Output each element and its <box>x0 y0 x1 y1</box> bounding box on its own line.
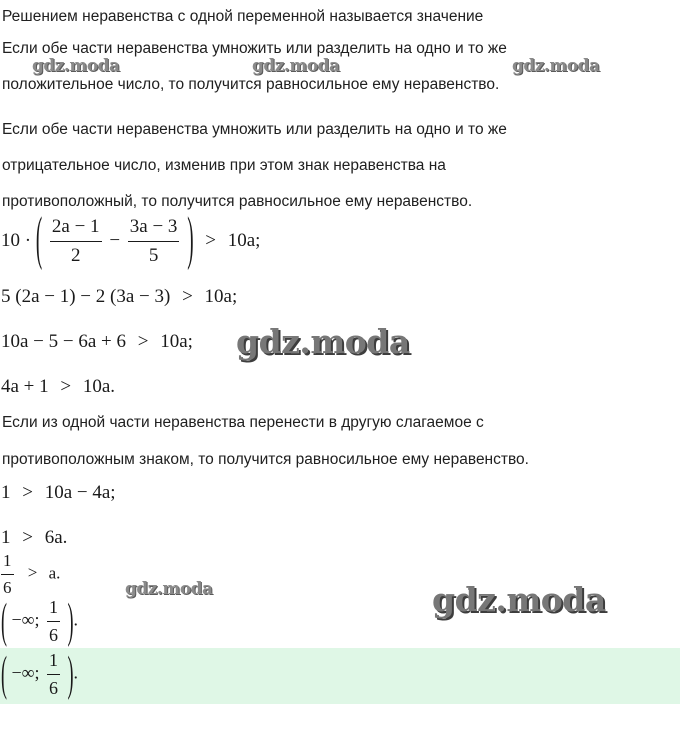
answer-right-paren: ) <box>67 646 74 701</box>
watermark: gdz.moda <box>32 56 120 76</box>
eq7-fraction <box>1 551 14 598</box>
answer-fraction <box>47 650 60 699</box>
right-paren: ) <box>187 207 194 273</box>
answer-end: . <box>73 662 78 683</box>
eq6-lhs: 1 <box>1 527 11 548</box>
equation-4 <box>1 376 115 398</box>
eq1-fraction-1 <box>50 216 102 267</box>
eq1-rhs: 10a; <box>227 229 261 251</box>
eq5-operator: > <box>22 482 33 503</box>
eq3-lhs: 10a − 5 − 6a + 6 <box>1 331 127 352</box>
eq1-f2-numerator: 3a − 3 <box>128 216 180 242</box>
answer-denominator: 6 <box>48 678 58 698</box>
interval-line <box>1 593 78 648</box>
eq1-minus: − <box>109 229 121 251</box>
rule-transfer-line-2: противоположным знаком, то получится равносильное ему неравенство. <box>2 451 529 468</box>
rule-transfer-line-1: Если из одной части неравенства перенести в другую слагаемое с <box>2 414 484 431</box>
equation-2 <box>1 286 237 308</box>
watermark: gdz.moda <box>236 322 410 361</box>
answer-highlight <box>0 648 680 704</box>
eq2-operator: > <box>182 286 193 307</box>
eq4-lhs: 4a + 1 <box>1 376 49 397</box>
interval-fraction <box>47 597 60 646</box>
eq1-f1-denominator: 2 <box>70 245 81 266</box>
eq3-operator: > <box>137 331 149 352</box>
eq4-rhs: 10a. <box>82 376 116 397</box>
left-paren: ( <box>35 207 43 273</box>
interval-denominator: 6 <box>48 625 58 645</box>
eq7-rhs: a. <box>48 563 61 583</box>
eq5-lhs: 1 <box>1 482 11 503</box>
equation-7 <box>1 551 60 598</box>
interval-left-paren: ( <box>1 593 7 648</box>
rule-multiply-negative-line-3: противоположный, то получится равносильное ему неравенство. <box>2 193 473 210</box>
eq2-lhs: 5 (2a − 1) − 2 (3a − 3) <box>1 286 171 307</box>
watermark: gdz.moda <box>432 580 606 619</box>
answer-left-paren: ( <box>1 646 7 701</box>
eq3-rhs: 10a; <box>160 331 193 352</box>
equation-1 <box>1 207 261 273</box>
watermark: gdz.moda <box>125 579 213 599</box>
equation-6 <box>1 527 67 549</box>
interval-left: −∞; <box>11 609 40 630</box>
watermark: gdz.moda <box>512 56 600 76</box>
equation-3 <box>1 331 193 353</box>
eq1-fraction-2 <box>128 216 180 267</box>
eq1-operator: > <box>205 229 216 251</box>
rule-multiply-negative-line-1: Если обе части неравенства умножить или разделить на одно и то же <box>2 121 507 138</box>
eq7-denominator: 6 <box>3 578 12 597</box>
rule-multiply-positive-line-2: положительное число, то получится равносильное ему неравенство. <box>2 76 500 93</box>
eq6-operator: > <box>22 527 33 548</box>
eq7-numerator: 1 <box>1 551 14 575</box>
interval-right-paren: ) <box>67 593 74 648</box>
answer-numerator: 1 <box>47 650 60 675</box>
rule-multiply-negative-line-2: отрицательное число, изменив при этом знак неравенства на <box>2 157 446 174</box>
eq7-operator: > <box>27 563 38 583</box>
eq1-f2-denominator: 5 <box>148 245 159 266</box>
eq1-f1-numerator: 2a − 1 <box>50 216 102 242</box>
rule-multiply-positive-line-1: Если обе части неравенства умножить или разделить на одно и то же <box>2 40 507 57</box>
eq4-operator: > <box>60 376 72 397</box>
interval-end: . <box>73 609 78 630</box>
eq2-rhs: 10a; <box>204 286 238 307</box>
eq5-rhs: 10a − 4a; <box>44 482 116 503</box>
answer-left: −∞; <box>11 662 40 683</box>
eq6-rhs: 6a. <box>44 527 68 548</box>
watermark: gdz.moda <box>252 56 340 76</box>
equation-5 <box>1 482 116 504</box>
interval-numerator: 1 <box>47 597 60 622</box>
answer-line <box>1 646 78 701</box>
eq1-coefficient: 10 · <box>1 229 32 251</box>
definition-line: Решением неравенства с одной переменной называется значение <box>2 8 484 25</box>
